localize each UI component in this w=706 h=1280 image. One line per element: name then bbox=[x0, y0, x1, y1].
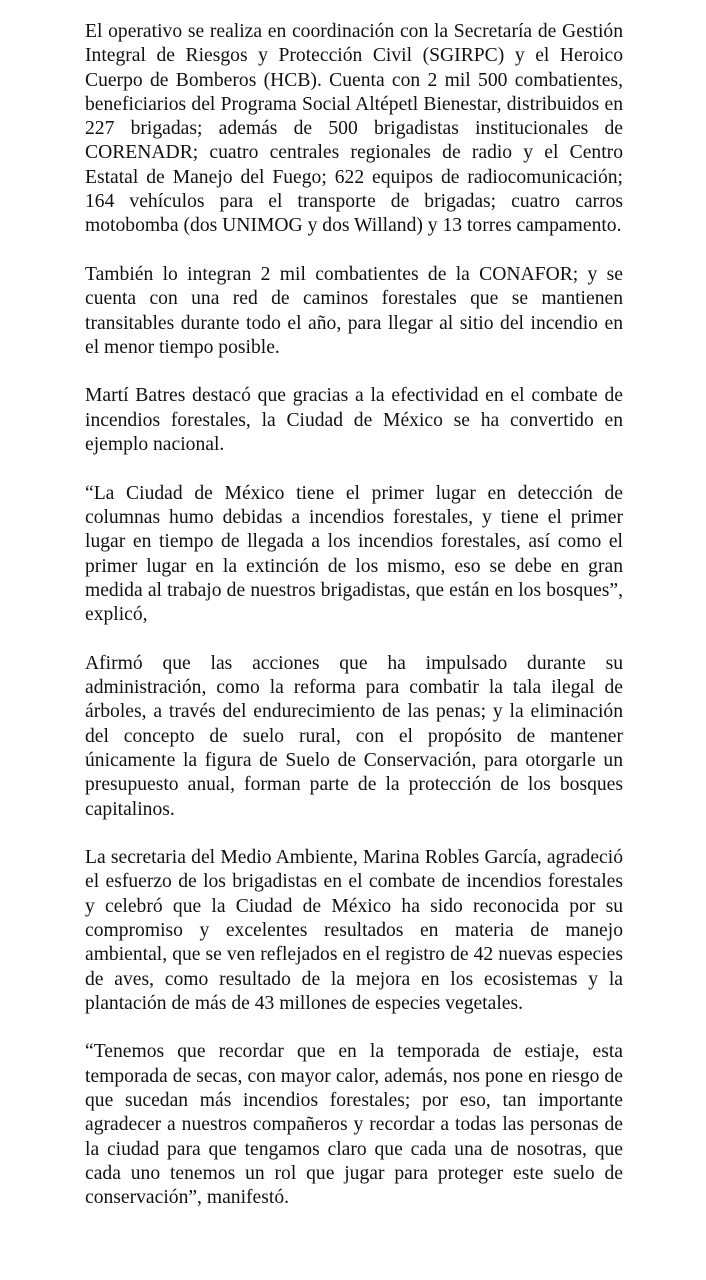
paragraph-conafor: También lo integran 2 mil combatientes de la CONAFOR; y se cuenta con una red de caminos forestales que se mantienen transitables durante todo el año, para llegar al sitio del incendio en el menor tiempo posible. bbox=[85, 263, 623, 358]
paragraph-operativo: El operativo se realiza en coordinación con la Secretaría de Gestión Integral de Riesgos y Protección Civil (SGIRPC) y el Heroico Cuerpo de Bomberos (HCB). Cuenta con 2 mil 500 combatientes, beneficiarios del Programa Social Altépetl Bienestar, distribuidos en 227 brigadas; además de 500 brigadistas institucionales de CORENADR; cuatro centrales regionales de radio y el Centro Estatal de Manejo del Fuego; 622 equipos de radiocomunicación; 164 vehículos para el transporte de brigadas; cuatro carros motobomba (dos UNIMOG y dos Willand) y 13 torres campamento. bbox=[85, 21, 623, 237]
paragraph-quote-estiaje: “Tenemos que recordar que en la temporada de estiaje, esta temporada de secas, con mayor calor, además, nos pone en riesgo de que sucedan más incendios forestales; por eso, tan importante agradecer a nuestros compañeros y recordar a todas las personas de la ciudad para que tengamos claro que cada una de nosotras, que cada uno tenemos un rol que jugar para proteger este suelo de conservación”, manifestó. bbox=[85, 1041, 623, 1209]
document-body bbox=[85, 20, 623, 1211]
paragraph-quote-primer-lugar: “La Ciudad de México tiene el primer lugar en detección de columnas humo debidas a incendios forestales, y tiene el primer lugar en tiempo de llegada a los incendios forestales, así como el primer lugar en la extinción de los mismo, eso se debe en gran medida al trabajo de nuestros brigadistas, que están en los bosques”, explicó, bbox=[85, 482, 623, 626]
paragraph-afirmo: Afirmó que las acciones que ha impulsado durante su administración, como la reforma para combatir la tala ilegal de árboles, a través del endurecimiento de las penas; y la eliminación del concepto de suelo rural, con el propósito de mantener únicamente la figura de Suelo de Conservación, para otorgarle un presupuesto anual, forman parte de la protección de los bosques capitalinos. bbox=[85, 652, 623, 820]
paragraph-marti-batres: Martí Batres destacó que gracias a la efectividad en el combate de incendios forestales, la Ciudad de México se ha convertido en ejemplo nacional. bbox=[85, 385, 623, 456]
paragraph-secretaria: La secretaria del Medio Ambiente, Marina Robles García, agradeció el esfuerzo de los brigadistas en el combate de incendios forestales y celebró que la Ciudad de México ha sido reconocida por su compromiso y excelentes resultados en materia de manejo ambiental, que se ven reflejados en el registro de 42 nuevas especies de aves, como resultado de la mejora en los ecosistemas y la plantación de más de 43 millones de especies vegetales. bbox=[85, 847, 623, 1014]
